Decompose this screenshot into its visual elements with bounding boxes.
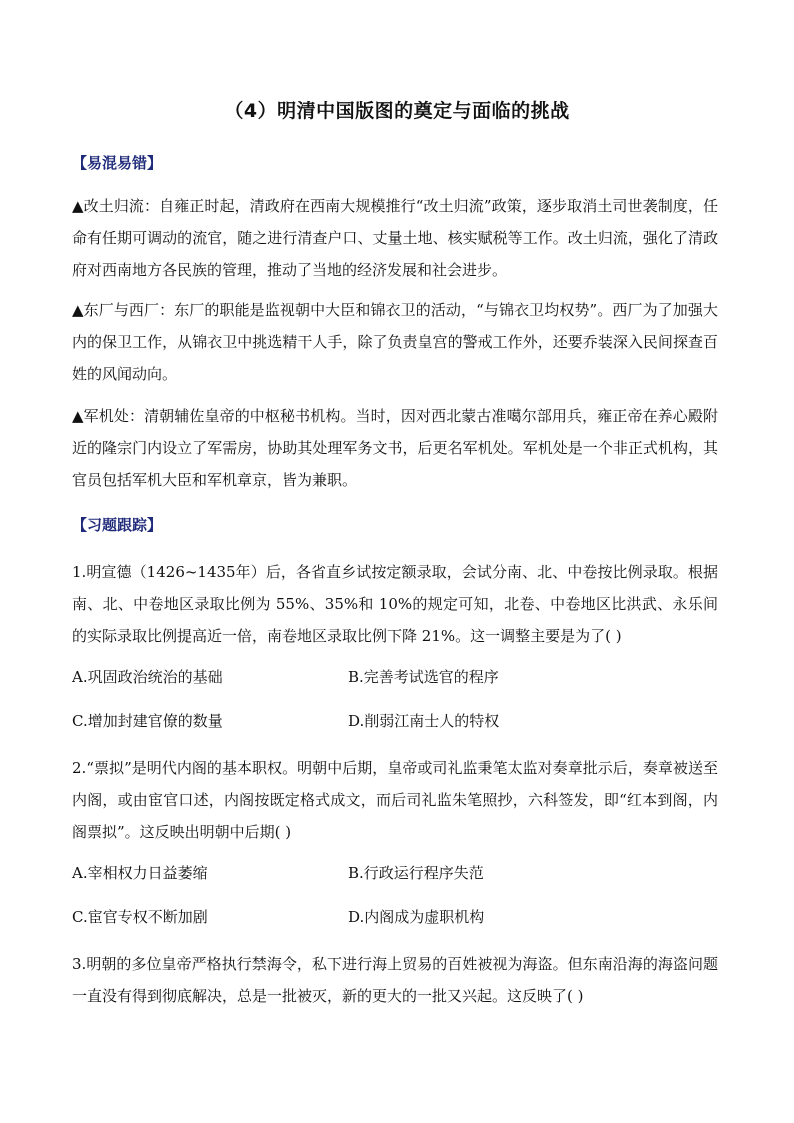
question-3-stem: 3.明朝的多位皇帝严格执行禁海令，私下进行海上贸易的百姓被视为海盗。但东南沿海的海盗问题一直没有得到彻底解决，总是一批被灭，新的更大的一批又兴起。这反映了( ) (72, 955, 718, 1005)
question-1-option-c: C.增加封建官僚的数量 (72, 712, 223, 730)
section-heading-mistakes: 【易混易错】 (72, 154, 163, 172)
question-2-option-b: B.行政运行程序失范 (348, 864, 484, 882)
section-heading-exercises: 【习题跟踪】 (72, 516, 163, 534)
question-2-option-c: C.宦官专权不断加剧 (72, 908, 208, 926)
note-paragraph-gaituguiliu: ▲改土归流：自雍正时起，清政府在西南大规模推行“改土归流”政策，逐步取消土司世袭制度，任命有任期可调动的流官，随之进行清查户口、丈量土地、核实赋税等工作。改土归流，强化了清政府对西南地方各民族的管理，推动了当地的经济发展和社会进步。 (72, 197, 718, 279)
question-2-options-row-1 (72, 862, 718, 886)
question-1-option-a: A.巩固政治统治的基础 (72, 668, 223, 686)
question-2-stem: 2.“票拟”是明代内阁的基本职权。明朝中后期，皇帝或司礼监秉笔太监对奏章批示后，奏章被送至内阁，或由宦官口述，内阁按既定格式成文，而后司礼监朱笔照抄，六科签发，即“红本到阁，内阁票拟”。这反映出明朝中后期( ) (72, 759, 718, 841)
question-2-options-row-2 (72, 906, 718, 930)
question-1-option-b: B.完善考试选官的程序 (348, 668, 499, 686)
note-paragraph-junjichu: ▲军机处：清朝辅佐皇帝的中枢秘书机构。当时，因对西北蒙古准噶尔部用兵，雍正帝在养心殿附近的隆宗门内设立了军需房，协助其处理军务文书，后更名军机处。军机处是一个非正式机构，其官员包括军机大臣和军机章京，皆为兼职。 (72, 407, 718, 489)
question-1-options-row-2 (72, 710, 718, 734)
question-2-option-d: D.内阁成为虚职机构 (348, 908, 485, 926)
question-2-option-a: A.宰相权力日益萎缩 (72, 864, 208, 882)
question-1-option-d: D.削弱江南士人的特权 (348, 712, 500, 730)
note-paragraph-dongchang-xichang: ▲东厂与西厂：东厂的职能是监视朝中大臣和锦衣卫的活动，“与锦衣卫均权势”。西厂为了加强大内的保卫工作，从锦衣卫中挑选精干人手，除了负责皇宫的警戒工作外，还要乔装深入民间探查百姓的风闻动向。 (72, 301, 718, 383)
question-1-stem: 1.明宣德（1426~1435年）后，各省直乡试按定额录取，会试分南、北、中卷按比例录取。根据南、北、中卷地区录取比例为 55%、35%和 10%的规定可知，北卷、中卷地区比洪武、永乐间的实际录取比例提高近一倍，南卷地区录取比例下降 21%。这一调整主要是为了( ) (72, 563, 718, 645)
page-title: （4）明清中国版图的奠定与面临的挑战 (224, 100, 570, 122)
question-1-options-row-1 (72, 666, 718, 690)
